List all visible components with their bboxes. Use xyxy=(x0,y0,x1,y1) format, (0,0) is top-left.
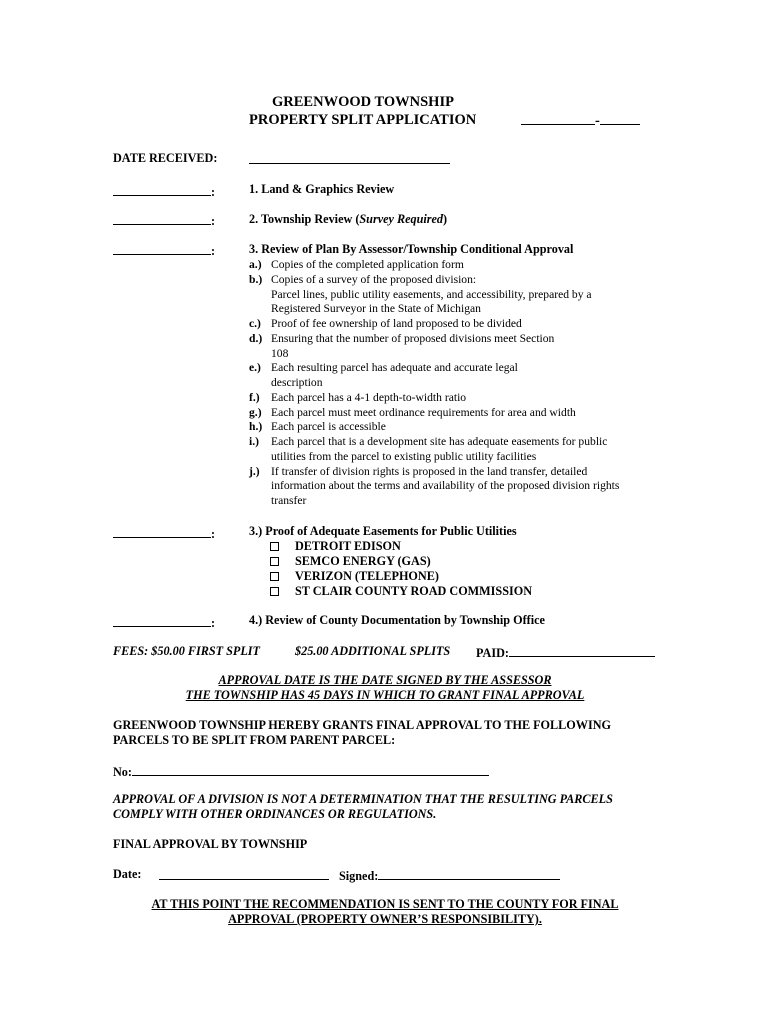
utility-item xyxy=(270,539,532,554)
utility-item xyxy=(270,554,532,569)
review-item-label: c.) xyxy=(249,317,261,330)
review-item-text-line: Each parcel has a 4-1 depth-to-width ratio xyxy=(271,390,467,404)
review2-label: 2. Township Review (Survey Required) xyxy=(249,212,448,226)
checkbox-icon[interactable] xyxy=(270,557,279,566)
review-checklist xyxy=(249,258,669,509)
review-item-text xyxy=(271,317,669,332)
utility-label: SEMCO ENERGY (GAS) xyxy=(295,554,431,568)
review-item-text-line: description xyxy=(271,376,323,389)
review-item-text-line: 108 xyxy=(271,346,289,360)
review-item-text xyxy=(271,361,669,391)
utility-item xyxy=(270,584,532,599)
approval-notice-line2: THE TOWNSHIP HAS 45 DAYS IN WHICH TO GRANT FINAL APPROVAL xyxy=(185,688,585,702)
review-item xyxy=(249,317,669,332)
disclaimer-line2: COMPLY WITH OTHER ORDINANCES OR REGULATIONS. xyxy=(113,807,437,821)
review-item-text xyxy=(271,258,669,273)
review-item xyxy=(249,465,669,509)
utility-label: VERIZON (TELEPHONE) xyxy=(295,569,439,583)
application-number-suffix-blank xyxy=(600,112,640,125)
utility-item xyxy=(270,569,532,584)
review-item-text xyxy=(271,391,669,406)
review-item xyxy=(249,406,669,421)
review-item-label: b.) xyxy=(249,272,263,286)
review-item-text-line: Copies of a survey of the proposed division: xyxy=(271,272,477,286)
review-item-label: i.) xyxy=(249,435,259,448)
fee-first-split: FEES: $50.00 FIRST SPLIT xyxy=(113,644,260,658)
utilities-heading: 3.) Proof of Adequate Easements for Public Utilities xyxy=(249,524,517,538)
final-approval-heading: FINAL APPROVAL BY TOWNSHIP xyxy=(113,837,308,851)
parcel-number-field[interactable] xyxy=(113,763,489,780)
review-item-text-line: Each resulting parcel has adequate and accurate legal xyxy=(271,361,518,375)
review-item-text xyxy=(271,435,669,465)
review-item-text-line: Each parcel that is a development site has adequate easements for public xyxy=(271,435,608,448)
review-item xyxy=(249,420,669,435)
review1-date-field[interactable]: : xyxy=(113,184,215,200)
review-item-text xyxy=(271,273,669,317)
review-item-text-line: Each parcel is accessible xyxy=(271,420,386,434)
review-item xyxy=(249,258,669,273)
disclaimer-line1: APPROVAL OF A DIVISION IS NOT A DETERMINATION THAT THE RESULTING PARCELS xyxy=(113,792,613,806)
review-item-text xyxy=(271,465,669,509)
county-notice-line2: APPROVAL (PROPERTY OWNER’S RESPONSIBILITY). xyxy=(228,912,542,926)
review-item xyxy=(249,361,669,391)
grant-text-line2: PARCELS TO BE SPLIT FROM PARENT PARCEL: xyxy=(113,733,396,747)
checkbox-icon[interactable] xyxy=(270,542,279,551)
review-item-label: d.) xyxy=(249,331,263,345)
signed-field[interactable] xyxy=(339,867,560,884)
review-item-text-line: If transfer of division rights is proposed in the land transfer, detailed xyxy=(271,464,588,478)
approval-notice-line1: APPROVAL DATE IS THE DATE SIGNED BY THE ASSESSOR xyxy=(218,673,552,687)
approval-date-field[interactable] xyxy=(159,867,329,885)
review-item-text-line: Ensuring that the number of proposed divisions meet Section xyxy=(271,331,555,345)
checkbox-icon[interactable] xyxy=(270,572,279,581)
review-item xyxy=(249,391,669,406)
application-number-separator: - xyxy=(595,113,600,129)
review-item-text-line: information about the terms and availability of the proposed division rights xyxy=(271,479,620,493)
review-item-label: j.) xyxy=(249,464,260,478)
grant-text-line1: GREENWOOD TOWNSHIP HEREBY GRANTS FINAL APPROVAL TO THE FOLLOWING xyxy=(113,718,611,732)
review-item-text xyxy=(271,332,669,362)
review-item-text-line: transfer xyxy=(271,494,307,507)
signed-label: Signed: xyxy=(339,869,379,883)
application-number-blank xyxy=(521,112,595,125)
review3-date-field[interactable]: : xyxy=(113,243,215,259)
review3-heading: 3. Review of Plan By Assessor/Township Conditional Approval xyxy=(249,242,574,256)
review-item xyxy=(249,332,669,362)
review-item-label: h.) xyxy=(249,420,263,434)
review-item-label: e.) xyxy=(249,361,261,375)
utility-label: ST CLAIR COUNTY ROAD COMMISSION xyxy=(295,584,533,598)
review-item-label: a.) xyxy=(249,258,262,271)
review-item xyxy=(249,435,669,465)
application-number-field[interactable] xyxy=(521,112,640,130)
utility-label: DETROIT EDISON xyxy=(295,539,401,553)
review-item-text-line: Parcel lines, public utility easements, and accessibility, prepared by a xyxy=(271,287,592,301)
review-item xyxy=(249,273,669,317)
review-item-text-line: Registered Surveyor in the State of Michigan xyxy=(271,302,481,316)
checkbox-icon[interactable] xyxy=(270,587,279,596)
review-item-label: f.) xyxy=(249,390,260,404)
review-item-label: g.) xyxy=(249,405,262,419)
date-received-label: DATE RECEIVED: xyxy=(113,151,218,165)
paid-label: PAID: xyxy=(476,646,509,660)
form-title: PROPERTY SPLIT APPLICATION xyxy=(249,112,477,128)
review-item-text-line: Each parcel must meet ordinance requirements for area and width xyxy=(271,405,576,419)
review1-label: 1. Land & Graphics Review xyxy=(249,182,395,196)
review-item-text-line: utilities from the parcel to existing public utility facilities xyxy=(271,449,537,463)
county-notice-line1: AT THIS POINT THE RECOMMENDATION IS SENT TO THE COUNTY FOR FINAL xyxy=(151,897,619,911)
date-label: Date: xyxy=(113,867,142,881)
review4-label: 4.) Review of County Documentation by Township Office xyxy=(249,613,545,627)
fee-additional-splits: $25.00 ADDITIONAL SPLITS xyxy=(295,644,451,658)
utilities-date-field[interactable]: : xyxy=(113,526,215,542)
review2-date-field[interactable]: : xyxy=(113,213,215,229)
review-item-text xyxy=(271,420,669,435)
review4-date-field[interactable]: : xyxy=(113,615,215,631)
utilities-list xyxy=(270,539,532,599)
review-item-text-line: Copies of the completed application form xyxy=(271,258,464,271)
township-name: GREENWOOD TOWNSHIP xyxy=(272,94,454,110)
review-item-text xyxy=(271,406,669,421)
paid-field[interactable] xyxy=(476,644,655,661)
review-item-text-line: Proof of fee ownership of land proposed to be divided xyxy=(271,317,522,330)
date-received-field[interactable] xyxy=(249,151,450,169)
parcel-number-label: No: xyxy=(113,765,132,779)
